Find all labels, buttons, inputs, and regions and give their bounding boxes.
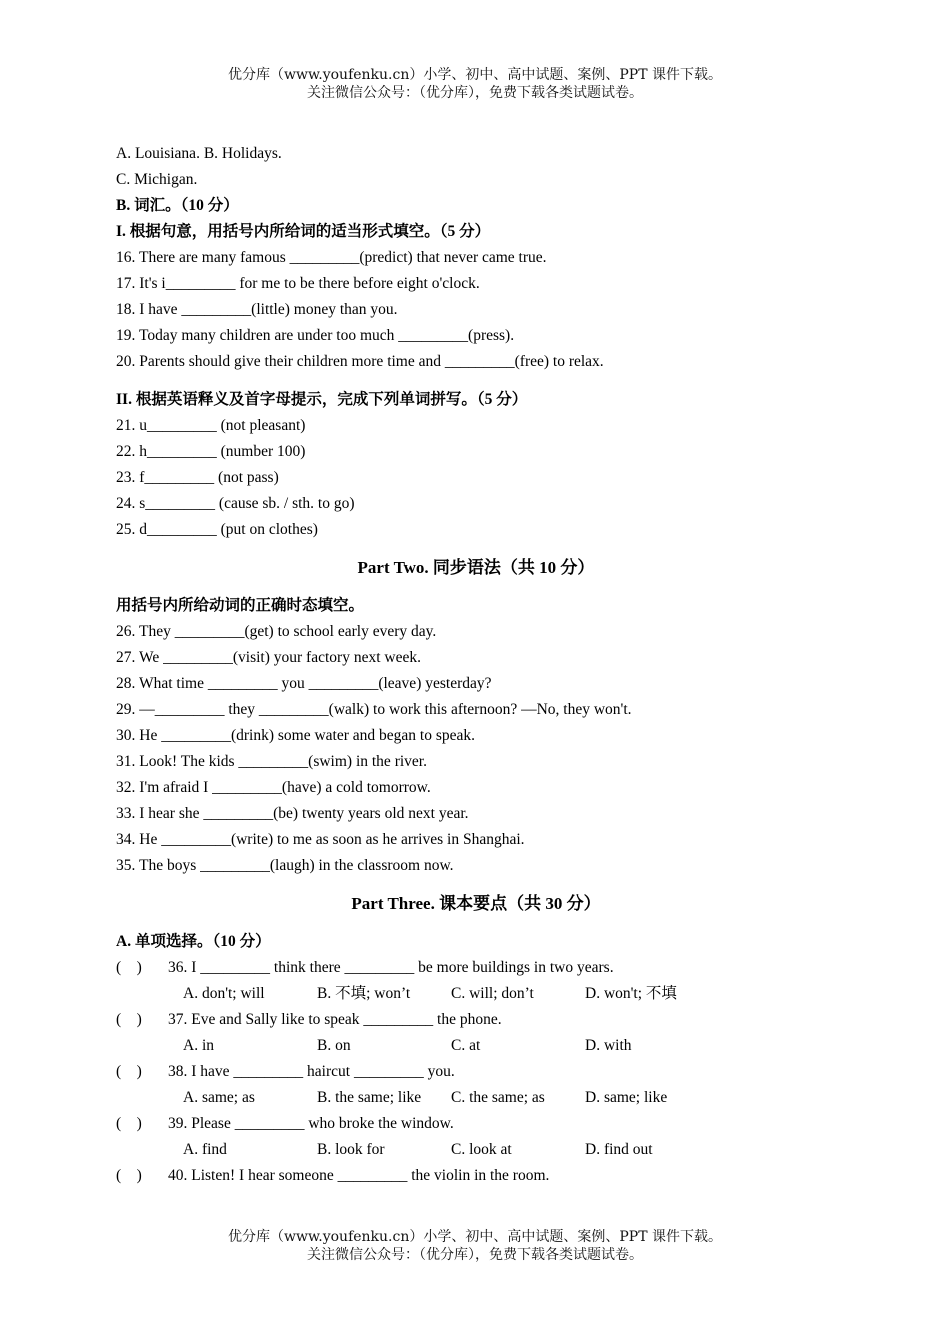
answer-blank[interactable]: ( ) <box>116 1115 142 1132</box>
worksheet-content <box>116 141 836 1189</box>
question-text: 40. Listen! I hear someone _________ the violin in the room. <box>168 1167 550 1184</box>
question-38 <box>116 1059 836 1111</box>
footer-line-1: 优分库（www.youfenku.cn）小学、初中、高中试题、案例、PPT 课件下载。 <box>227 1229 722 1245</box>
part-two-instruction: 用括号内所给动词的正确时态填空。 <box>116 597 365 614</box>
question-text: 37. Eve and Sally like to speak _________ the phone. <box>168 1011 502 1028</box>
question-19: 19. Today many children are under too much _________(press). <box>116 327 515 344</box>
option-b: B. on <box>317 1037 351 1054</box>
question-18: 18. I have _________(little) money than you. <box>116 301 398 318</box>
question-17: 17. It's i_________ for me to be there before eight o'clock. <box>116 275 480 292</box>
question-35: 35. The boys _________(laugh) in the classroom now. <box>116 857 454 874</box>
question-34: 34. He _________(write) to me as soon as he arrives in Shanghai. <box>116 831 525 848</box>
question-28: 28. What time _________ you _________(leave) yesterday? <box>116 675 492 692</box>
question-27: 27. We _________(visit) your factory next week. <box>116 649 421 666</box>
option-b: B. the same; like <box>317 1089 422 1106</box>
option-b: B. look for <box>317 1141 385 1158</box>
option-d: D. won't; 不填 <box>585 985 677 1002</box>
question-16: 16. There are many famous _________(predict) that never came true. <box>116 249 547 266</box>
option-a: A. same; as <box>183 1089 255 1106</box>
option-a: A. in <box>183 1037 214 1054</box>
option-b: B. 不填; won’t <box>317 985 411 1002</box>
question-32: 32. I'm afraid I _________(have) a cold tomorrow. <box>116 779 431 796</box>
part-two-title: Part Two. 同步语法（共 10 分） <box>357 558 595 577</box>
question-36 <box>116 955 836 1007</box>
section-title-choice: A. 单项选择。（10 分） <box>116 933 271 950</box>
question-20: 20. Parents should give their children more time and _________(free) to relax. <box>116 353 604 370</box>
option-a: A. find <box>183 1141 227 1158</box>
option-d: D. find out <box>585 1141 653 1158</box>
question-29: 29. —_________ they _________(walk) to work this afternoon? —No, they won't. <box>116 701 632 718</box>
option-line: C. Michigan. <box>116 171 198 188</box>
section-title-vocab: B. 词汇。（10 分） <box>116 197 239 214</box>
question-text: 38. I have _________ haircut _________ you. <box>168 1063 455 1080</box>
question-37 <box>116 1007 836 1059</box>
answer-blank[interactable]: ( ) <box>116 959 142 976</box>
options-row <box>116 1085 836 1111</box>
question-40 <box>116 1163 836 1189</box>
question-31: 31. Look! The kids _________(swim) in the river. <box>116 753 427 770</box>
question-24: 24. s_________ (cause sb. / sth. to go) <box>116 495 355 512</box>
section-title-vocab-1: I. 根据句意，用括号内所给词的适当形式填空。（5 分） <box>116 223 491 240</box>
question-text: 36. I _________ think there _________ be more buildings in two years. <box>168 959 614 976</box>
options-row <box>116 1137 836 1163</box>
part-three-title: Part Three. 课本要点（共 30 分） <box>351 894 601 913</box>
answer-blank[interactable]: ( ) <box>116 1011 142 1028</box>
option-line: A. Louisiana. B. Holidays. <box>116 145 282 162</box>
option-d: D. same; like <box>585 1089 668 1106</box>
question-text: 39. Please _________ who broke the window. <box>168 1115 454 1132</box>
section-title-vocab-2: II. 根据英语释义及首字母提示，完成下列单词拼写。（5 分） <box>116 391 528 408</box>
options-row <box>116 1033 836 1059</box>
footer-line-2: 关注微信公众号：（优分库），免费下载各类试题试卷。 <box>307 1247 643 1263</box>
option-a: A. don't; will <box>183 985 265 1002</box>
answer-blank[interactable]: ( ) <box>116 1167 142 1184</box>
question-33: 33. I hear she _________(be) twenty years old next year. <box>116 805 469 822</box>
question-21: 21. u_________ (not pleasant) <box>116 417 306 434</box>
header-line-2: 关注微信公众号：（优分库），免费下载各类试题试卷。 <box>307 85 643 101</box>
page-footer <box>0 1228 950 1264</box>
answer-blank[interactable]: ( ) <box>116 1063 142 1080</box>
option-d: D. with <box>585 1037 632 1054</box>
option-c: C. the same; as <box>451 1089 545 1106</box>
header-line-1: 优分库（www.youfenku.cn）小学、初中、高中试题、案例、PPT 课件下载。 <box>227 67 722 83</box>
question-39 <box>116 1111 836 1163</box>
option-c: C. will; don’t <box>451 985 534 1002</box>
options-row <box>116 981 836 1007</box>
question-23: 23. f_________ (not pass) <box>116 469 279 486</box>
question-25: 25. d_________ (put on clothes) <box>116 521 318 538</box>
question-30: 30. He _________(drink) some water and began to speak. <box>116 727 475 744</box>
question-22: 22. h_________ (number 100) <box>116 443 306 460</box>
page-header <box>0 66 950 102</box>
question-26: 26. They _________(get) to school early every day. <box>116 623 437 640</box>
option-c: C. at <box>451 1037 481 1054</box>
option-c: C. look at <box>451 1141 512 1158</box>
